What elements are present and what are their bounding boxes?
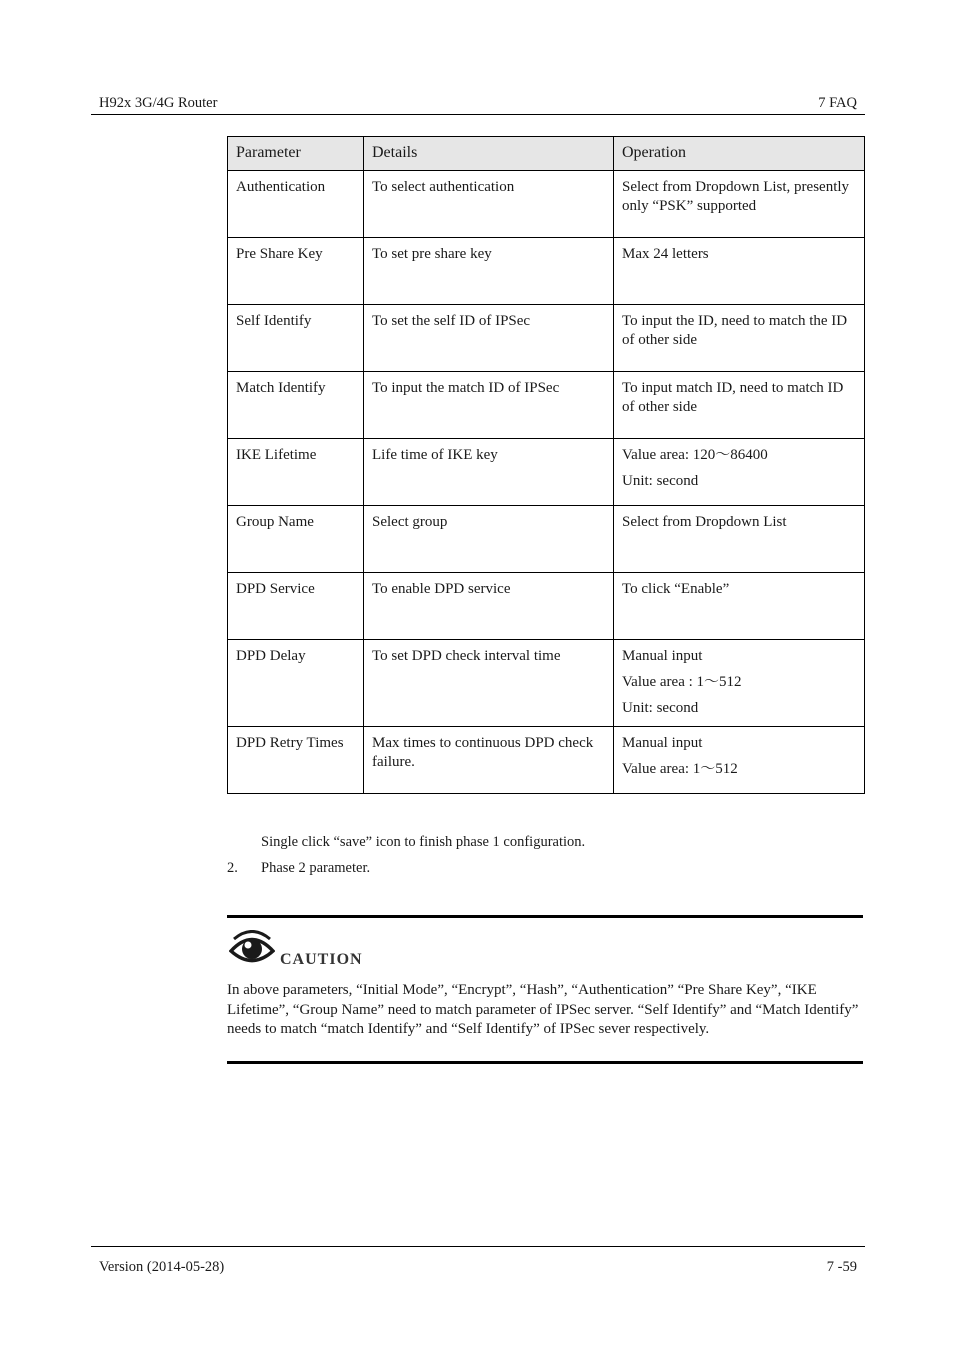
eye-icon <box>229 930 275 968</box>
table-row <box>228 727 865 794</box>
cell-parameter: DPD Service <box>228 573 364 640</box>
column-header-details: Details <box>364 137 614 171</box>
cell-parameter: Group Name <box>228 506 364 573</box>
cell-parameter: Pre Share Key <box>228 238 364 305</box>
cell-operation <box>614 238 865 305</box>
operation-line: Value area: 1～512 <box>622 761 738 777</box>
cell-parameter: IKE Lifetime <box>228 439 364 506</box>
version-label: Version (2014-05-28) <box>99 1259 225 1275</box>
table-row <box>228 171 865 238</box>
column-header-operation: Operation <box>614 137 865 171</box>
document-title: H92x 3G/4G Router <box>99 95 218 111</box>
cell-details: To set pre share key <box>364 238 614 305</box>
table-row <box>228 640 865 727</box>
cell-details: To enable DPD service <box>364 573 614 640</box>
cell-parameter: Match Identify <box>228 372 364 439</box>
cell-details: Max times to continuous DPD check failure. <box>364 727 614 794</box>
page-number: 7 -59 <box>826 1259 857 1275</box>
cell-operation <box>614 573 865 640</box>
page-header <box>91 95 865 115</box>
cell-operation <box>614 305 865 372</box>
operation-line: Manual input <box>622 735 703 751</box>
operation-line: To click “Enable” <box>622 581 730 597</box>
parameter-table <box>227 136 865 794</box>
operation-line: Select from Dropdown List <box>622 514 787 530</box>
table-row <box>228 573 865 640</box>
table-row <box>228 238 865 305</box>
cell-parameter: Authentication <box>228 171 364 238</box>
operation-line: Value area : 1～512 <box>622 674 742 690</box>
cell-details: To select authentication <box>364 171 614 238</box>
cell-operation <box>614 727 865 794</box>
operation-line: Unit: second <box>622 700 699 716</box>
step-2 <box>227 860 370 877</box>
caution-box <box>227 915 863 1064</box>
table-row <box>228 372 865 439</box>
cell-details: Life time of IKE key <box>364 439 614 506</box>
operation-line: Select from Dropdown List, presently only “PSK” supported <box>622 179 850 214</box>
table-row <box>228 439 865 506</box>
cell-details: To input the match ID of IPSec <box>364 372 614 439</box>
operation-line: Max 24 letters <box>622 246 709 262</box>
cell-operation <box>614 171 865 238</box>
table-row <box>228 305 865 372</box>
step-text: Phase 2 parameter. <box>261 860 371 876</box>
caution-label: CAUTION <box>280 951 363 968</box>
cell-details: To set DPD check interval time <box>364 640 614 727</box>
cell-details: Select group <box>364 506 614 573</box>
operation-line: To input the ID, need to match the ID of other side <box>622 313 848 348</box>
operation-line: Manual input <box>622 648 703 664</box>
save-note: Single click “save” icon to finish phase 1 configuration. <box>261 834 586 850</box>
page-footer <box>91 1246 865 1275</box>
operation-line: To input match ID, need to match ID of other side <box>622 380 844 415</box>
cell-details: To set the self ID of IPSec <box>364 305 614 372</box>
cell-parameter: DPD Retry Times <box>228 727 364 794</box>
caution-text: In above parameters, “Initial Mode”, “Encrypt”, “Hash”, “Authentication” “Pre Share Key”, “IKE Lifetime”, “Group Name” need to match parameter of IPSec server. “Self Identify” and “Match Identify” needs to match “match Identify” and “Self Identify” of IPSec sever respectively. <box>227 982 859 1037</box>
cell-parameter: DPD Delay <box>228 640 364 727</box>
column-header-parameter: Parameter <box>228 137 364 171</box>
chapter-label: 7 FAQ <box>818 95 857 111</box>
cell-operation <box>614 640 865 727</box>
step-number: 2. <box>227 860 238 876</box>
cell-operation <box>614 506 865 573</box>
table-row <box>228 506 865 573</box>
table-header-row <box>228 137 865 171</box>
operation-line: Unit: second <box>622 473 699 489</box>
cell-parameter: Self Identify <box>228 305 364 372</box>
cell-operation <box>614 372 865 439</box>
operation-line: Value area: 120～86400 <box>622 447 768 463</box>
cell-operation <box>614 439 865 506</box>
